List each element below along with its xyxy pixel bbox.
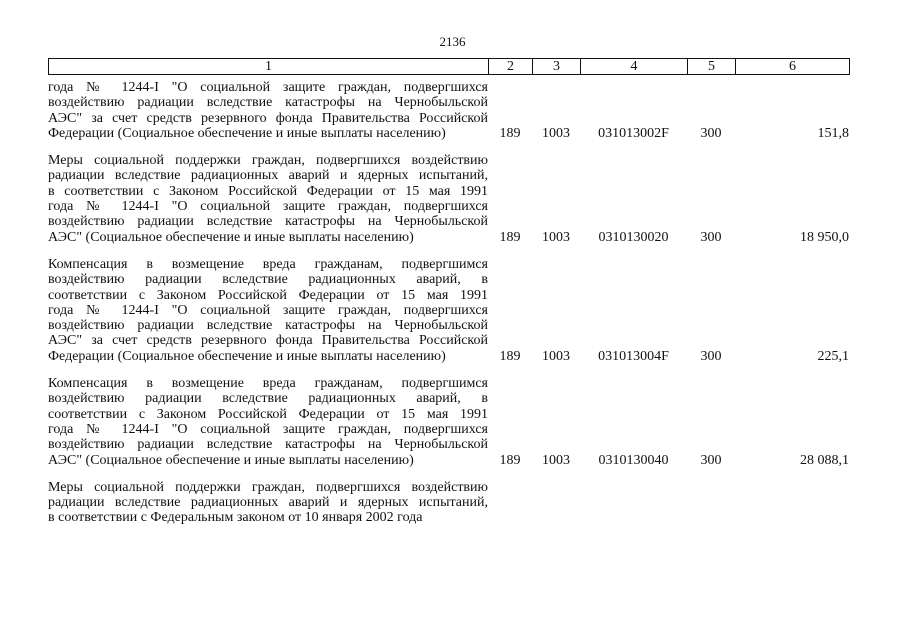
row-description: [48, 376, 488, 468]
description-line: АЭС" (Социальное обеспечение и иные выплаты населению): [48, 452, 414, 468]
row-cell-c5: 300: [700, 348, 722, 364]
description-line: соответствии с Законом Российской Федерации от 15 мая 1991: [48, 287, 488, 303]
header-col-5: 5: [688, 59, 736, 75]
row-description: [48, 153, 488, 245]
description-line: АЭС" (Социальное обеспечение и иные выплаты населению): [48, 229, 414, 245]
header-col-1: 1: [49, 59, 489, 75]
header-col-6: 6: [736, 59, 850, 75]
row-cell-c3: 1003: [542, 452, 570, 468]
table-row: [48, 153, 849, 245]
row-cell-c2: 189: [499, 452, 521, 468]
description-line: воздействию радиации вследствие катастрофы на Чернобыльской: [48, 95, 488, 111]
description-line: Компенсация в возмещение вреда гражданам, подвергшимся: [48, 376, 488, 392]
table-row: [48, 257, 849, 364]
row-cell-c5: 300: [700, 452, 722, 468]
table-row: [48, 376, 849, 468]
description-line: Федерации (Социальное обеспечение и иные выплаты населению): [48, 125, 446, 141]
row-cell-c3: 1003: [542, 348, 570, 364]
row-cell-c6: 151,8: [817, 125, 849, 141]
row-cell-c2: 189: [499, 125, 521, 141]
row-cell-c6: 28 088,1: [800, 452, 849, 468]
row-cell-c2: 189: [499, 348, 521, 364]
row-cell-c2: 189: [499, 229, 521, 245]
row-cell-c3: 1003: [542, 229, 570, 245]
description-line: Компенсация в возмещение вреда гражданам, подвергшимся: [48, 256, 488, 272]
header-col-4: 4: [581, 59, 688, 75]
description-line: воздействию радиации вследствие катастрофы на Чернобыльской: [48, 437, 488, 453]
description-line: воздействию радиации вследствие радиационных аварий, в: [48, 391, 488, 407]
row-cell-c4: 0310130020: [598, 229, 669, 245]
description-line: Меры социальной поддержки граждан, подвергшихся воздействию: [48, 153, 488, 169]
row-description: [48, 480, 488, 526]
row-cell-c4: 0310130040: [598, 452, 669, 468]
header-col-3: 3: [533, 59, 581, 75]
description-line: года № 1244-I "О социальной защите граждан, подвергшихся: [48, 80, 488, 95]
description-line: года № 1244-I "О социальной защите граждан, подвергшихся: [48, 421, 488, 437]
row-description: [48, 80, 488, 141]
description-line: Меры социальной поддержки граждан, подвергшихся воздействию: [48, 479, 488, 495]
description-line: в соответствии с Законом Российской Федерации от 15 мая 1991: [48, 183, 488, 199]
description-line: радиации вследствие радиационных аварий и ядерных испытаний,: [48, 168, 488, 184]
description-line: в соответствии с Федеральным законом от 10 января 2002 года: [48, 510, 423, 526]
description-line: воздействию радиации вследствие катастрофы на Чернобыльской: [48, 318, 488, 334]
description-line: года № 1244-I "О социальной защите граждан, подвергшихся: [48, 199, 488, 215]
page-number: 2136: [439, 34, 466, 49]
row-cell-c6: 18 950,0: [800, 229, 849, 245]
row-cell-c6: 225,1: [817, 348, 849, 364]
row-cell-c4: 031013002F: [598, 125, 669, 141]
row-cell-c5: 300: [700, 229, 722, 245]
description-line: АЭС" за счет средств резервного фонда Правительства Российской: [48, 333, 488, 349]
table-header: [48, 58, 850, 75]
description-line: года № 1244-I "О социальной защите граждан, подвергшихся: [48, 302, 488, 318]
description-line: воздействию радиации вследствие катастрофы на Чернобыльской: [48, 214, 488, 230]
description-line: АЭС" за счет средств резервного фонда Правительства Российской: [48, 110, 488, 126]
table-row: [48, 80, 849, 141]
table-row: [48, 480, 849, 526]
description-line: радиации вследствие радиационных аварий и ядерных испытаний,: [48, 495, 488, 511]
row-description: [48, 257, 488, 364]
description-line: воздействию радиации вследствие радиационных аварий, в: [48, 272, 488, 288]
description-line: соответствии с Законом Российской Федерации от 15 мая 1991: [48, 406, 488, 422]
row-cell-c5: 300: [700, 125, 722, 141]
row-cell-c3: 1003: [542, 125, 570, 141]
row-cell-c4: 031013004F: [598, 348, 669, 364]
header-col-2: 2: [489, 59, 533, 75]
description-line: Федерации (Социальное обеспечение и иные выплаты населению): [48, 348, 446, 364]
table-body: [48, 80, 849, 538]
